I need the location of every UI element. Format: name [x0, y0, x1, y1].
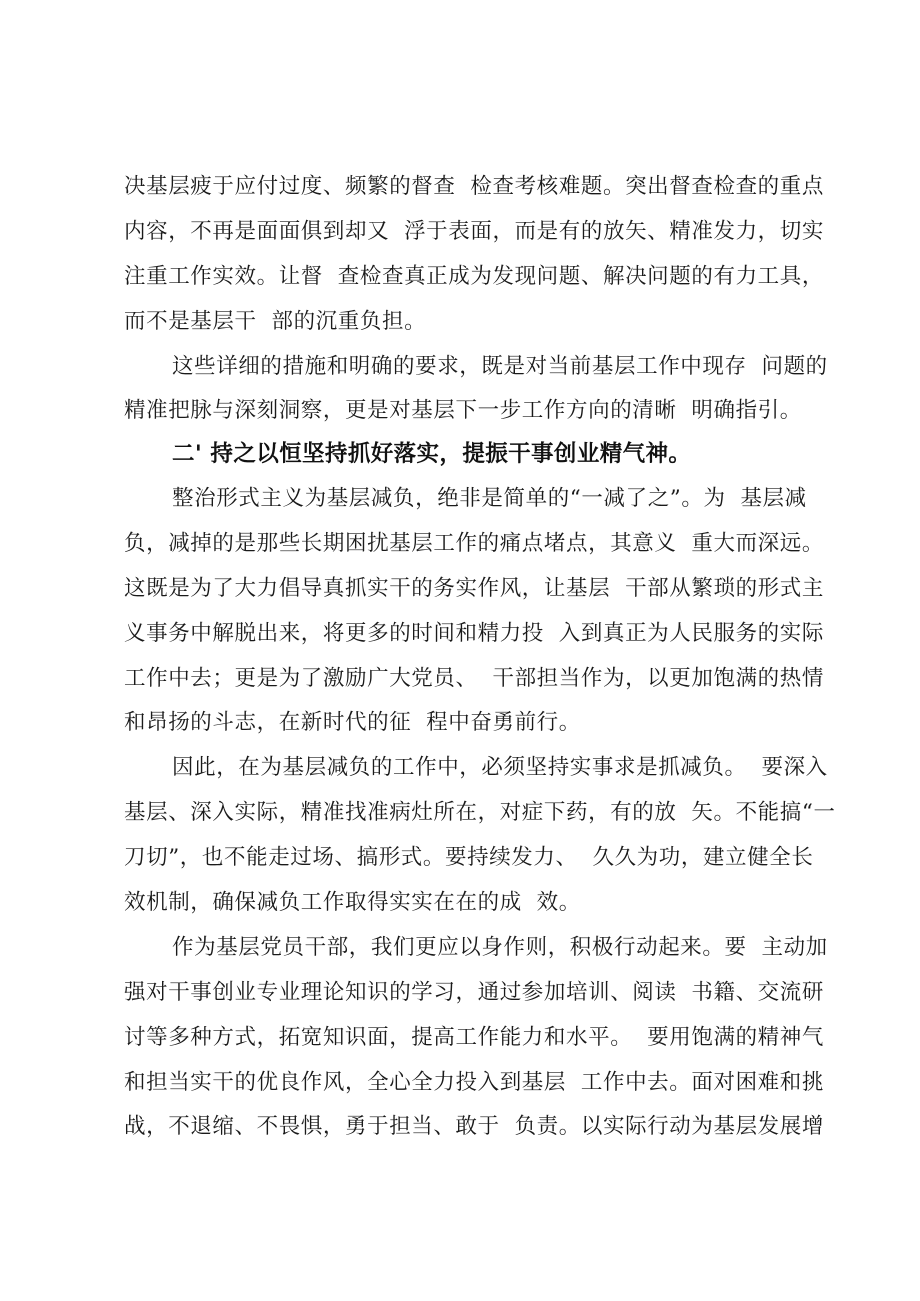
paragraph-3-line-4: 义事务中解脱出来，将更多的时间和精力投 入到真正为人民服务的实际 [124, 621, 824, 646]
paragraph-1-line-3: 注重工作实效。让督 查检查真正成为发现问题、解决问题的有力工具， [124, 264, 824, 289]
paragraph-3-line-5: 工作中去；更是为了激励广大党员、 干部担当作为，以更加饱满的热情 [124, 666, 824, 691]
paragraph-5-line-4: 和担当实干的优良作风，全心全力投入到基层 工作中去。面对困难和挑 [124, 1070, 824, 1095]
paragraph-3-line-2: 负，减掉的是那些长期困扰基层工作的痛点堵点，其意义 重大而深远。 [124, 531, 824, 556]
section-heading: 二' 持之以恒坚持抓好落实，提振干事创业精气神。 [172, 441, 692, 467]
paragraph-5-line-2: 强对干事创业专业理论知识的学习，通过参加培训、阅读 书籍、交流研 [124, 980, 824, 1005]
paragraph-1-line-2: 内容，不再是面面俱到却又 浮于表面，而是有的放矢、精准发力，切实 [124, 219, 824, 244]
paragraph-3-line-3: 这既是为了大力倡导真抓实干的务实作风，让基层 干部从繁琐的形式主 [124, 576, 824, 601]
paragraph-2-line-2: 精准把脉与深刻洞察，更是对基层下一步工作方向的清晰 明确指引。 [124, 398, 802, 423]
paragraph-3-line-1: 整治形式主义为基层减负，绝非是简单的“一减了之”。为 基层减 [172, 486, 807, 511]
paragraph-5-line-1: 作为基层党员干部，我们更应以身作则，积极行动起来。要 主动加 [172, 935, 828, 960]
paragraph-4-line-3: 刀切”，也不能走过场、搞形式。要持续发力、 久久为功，建立健全长 [124, 845, 814, 870]
paragraph-4-line-1: 因此，在为基层减负的工作中，必须坚持实事求是抓减负。 要深入 [172, 755, 828, 780]
paragraph-2-line-1: 这些详细的措施和明确的要求，既是对当前基层工作中现存 问题的 [172, 354, 828, 379]
paragraph-4-line-4: 效机制，确保减负工作取得实实在在的成 效。 [124, 890, 581, 915]
paragraph-5-line-3: 讨等多种方式，拓宽知识面，提高工作能力和水平。 要用饱满的精神气 [124, 1025, 824, 1050]
paragraph-3-line-6: 和昂扬的斗志，在新时代的征 程中奋勇前行。 [124, 710, 581, 735]
paragraph-1-line-1: 决基层疲于应付过度、频繁的督查 检查考核难题。突出督查检查的重点 [124, 174, 824, 199]
paragraph-4-line-2: 基层、深入实际，精准找准病灶所在，对症下药，有的放 矢。不能搞“一 [124, 800, 836, 825]
paragraph-1-line-4: 而不是基层干 部的沉重负担。 [124, 309, 427, 334]
paragraph-5-line-5: 战，不退缩、不畏惧，勇于担当、敢于 负责。以实际行动为基层发展增 [124, 1114, 824, 1139]
